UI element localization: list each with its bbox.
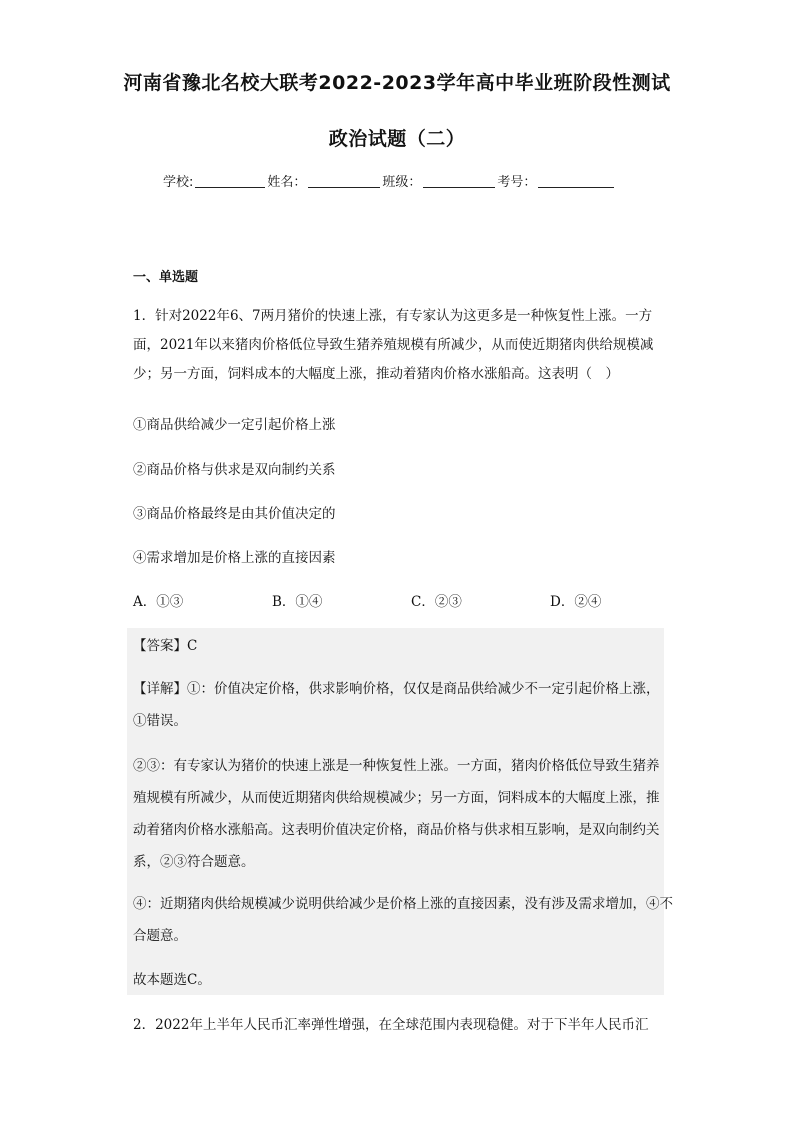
analysis-conclusion: 故本题选C。 bbox=[133, 972, 211, 988]
statement-3: ③商品价格最终是由其价值决定的 bbox=[133, 506, 336, 522]
name-field[interactable] bbox=[308, 173, 380, 188]
student-info-line bbox=[163, 171, 616, 190]
document-title: 河南省豫北名校大联考2022-2023学年高中毕业班阶段性测试 bbox=[123, 72, 671, 94]
class-label: 班级： bbox=[382, 175, 422, 190]
analysis-paragraph-3: ④：近期猪肉供给规模减少说明供给减少是价格上涨的直接因素，没有涉及需求增加，④不合题意。 bbox=[133, 896, 673, 944]
choice-b[interactable]: B．①④ bbox=[272, 594, 323, 610]
statement-2: ②商品价格与供求是双向制约关系 bbox=[133, 462, 336, 478]
name-label: 姓名： bbox=[267, 175, 307, 190]
question-1-stem: 1．针对2022年6、7两月猪价的快速上涨，有专家认为这更多是一种恢复性上涨。一方面，2021年以来猪肉价格低位导致生猪养殖规模有所减少，从而使近期猪肉供给规模减少；另一方面，饲料成本的大幅度上涨，推动着猪肉价格水涨船高。这表明（ ） bbox=[133, 308, 654, 382]
number-field[interactable] bbox=[538, 173, 614, 188]
choice-d[interactable]: D．②④ bbox=[550, 594, 602, 610]
analysis-paragraph-2: ②③：有专家认为猪价的快速上涨是一种恢复性上涨。一方面，猪肉价格低位导致生猪养殖规模有所减少，从而使近期猪肉供给规模减少；另一方面，饲料成本的大幅度上涨，推动着猪肉价格水涨船高。这表明价值决定价格，商品价格与供求相互影响，是双向制约关系，②③符合题意。 bbox=[133, 758, 660, 870]
school-field[interactable] bbox=[195, 173, 265, 188]
school-label: 学校: bbox=[163, 175, 194, 190]
number-label: 考号： bbox=[497, 175, 537, 190]
analysis-paragraph-1: 【详解】①：价值决定价格，供求影响价格，仅仅是商品供给减少不一定引起价格上涨，①错误。 bbox=[133, 681, 660, 729]
question-2-stem: 2．2022年上半年人民币汇率弹性增强，在全球范围内表现稳健。对于下半年人民币汇 bbox=[133, 1017, 649, 1033]
class-field[interactable] bbox=[423, 173, 495, 188]
statement-1: ①商品供给减少一定引起价格上涨 bbox=[133, 417, 336, 433]
choice-a[interactable]: A．①③ bbox=[133, 594, 184, 610]
answer-line: 【答案】C bbox=[133, 638, 198, 654]
section-title: 一、单选题 bbox=[133, 270, 199, 285]
choice-c[interactable]: C．②③ bbox=[411, 594, 462, 610]
document-subtitle: 政治试题（二） bbox=[328, 128, 466, 150]
statement-4: ④需求增加是价格上涨的直接因素 bbox=[133, 550, 336, 566]
